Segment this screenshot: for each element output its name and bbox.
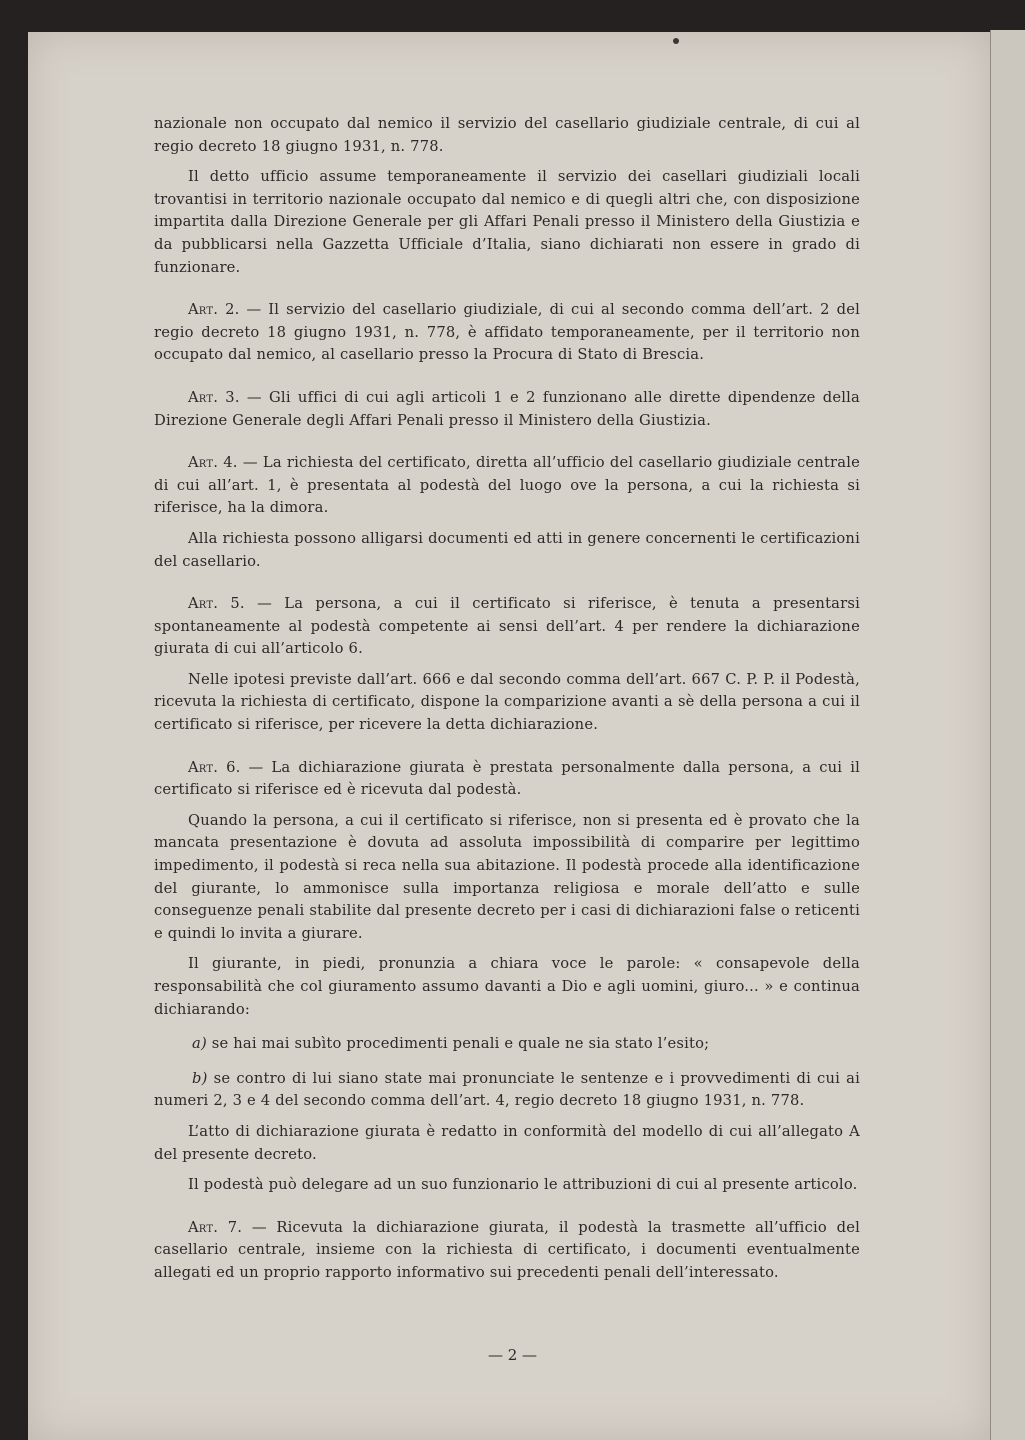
article-2 <box>154 299 860 367</box>
page-number: — 2 — <box>487 1346 538 1364</box>
paragraph: Quando la persona, a cui il certificato si riferisce, non si presenta ed è provato che la mancata presentazione è dovuta ad assoluta impossibilità di comparire per legittimo impedimento, il podestà si reca nella sua abitazione. Il podestà procede alla identificazione del giurante, lo ammonisce sulla importanza religiosa e morale dell’atto e sulle conseguenze penali stabilite dal presente decreto per i casi di dichiarazioni false o reticenti e quindi lo invita a giurare. <box>154 811 860 942</box>
article-text: — La dichiarazione giurata è prestata personalmente dalla persona, a cui il certificato si riferisce ed è ricevuta dal podestà. <box>154 758 860 799</box>
article-5 <box>154 593 860 661</box>
decree-text <box>154 113 860 1285</box>
list-item-b <box>154 1068 860 1113</box>
article-text: — Ricevuta la dichiarazione giurata, il podestà la trasmette all’ufficio del casellario centrale, insieme con la richiesta di certificato, i documenti eventualmente allegati ed un proprio rapporto informativo sui precedenti penali dell’interessato. <box>154 1218 860 1281</box>
article-text: — Gli uffici di cui agli articoli 1 e 2 funzionano alle dirette dipendenze della Direzione Generale degli Affari Penali presso il Ministero della Giustizia. <box>154 388 860 429</box>
paragraph: L’atto di dichiarazione giurata è redatto in conformità del modello di cui all’allegato A del presente decreto. <box>154 1122 860 1163</box>
paragraph: nazionale non occupato dal nemico il servizio del casellario giudiziale centrale, di cui al regio decreto 18 giugno 1931, n. 778. <box>154 115 860 155</box>
article-7 <box>154 1217 860 1285</box>
list-item-a <box>154 1033 860 1056</box>
article-label: Art. 4. <box>188 454 238 472</box>
list-text: se hai mai subìto procedimenti penali e quale ne sia stato l’esito; <box>206 1035 710 1053</box>
paragraph: Il podestà può delegare ad un suo funzionario le attribuzioni di cui al presente articolo. <box>188 1176 858 1194</box>
article-3 <box>154 387 860 432</box>
paragraph: Alla richiesta possono alligarsi documenti ed atti in genere concernenti le certificazioni del casellario. <box>154 529 860 570</box>
article-label: Art. 3. <box>188 388 240 406</box>
article-6 <box>154 757 860 802</box>
article-text: — La persona, a cui il certificato si riferisce, è tenuta a presentarsi spontaneamente al podestà competente ai sensi dell’art. 4 per rendere la dichiarazione giurata di cui all’articolo 6. <box>154 595 860 658</box>
article-label: Art. 6. <box>188 758 241 776</box>
article-4 <box>154 452 860 520</box>
list-marker: b) <box>192 1069 208 1087</box>
article-label: Art. 2. <box>188 301 240 319</box>
article-text: — Il servizio del casellario giudiziale, di cui al secondo comma dell’art. 2 del regio decreto 18 giugno 1931, n. 778, è affidato temporaneamente, per il territorio non occupato dal nemico, al casellario presso la Procura di Stato di Brescia. <box>154 301 860 364</box>
list-text: se contro di lui siano state mai pronunciate le sentenze e i provvedimenti di cui ai numeri 2, 3 e 4 del secondo comma dell’art. 4, regio decreto 18 giugno 1931, n. 778. <box>154 1069 860 1110</box>
paragraph: Il giurante, in piedi, pronunzia a chiara voce le parole: « consapevole della responsabilità che col giuramento assumo davanti a Dio e agli uomini, giuro... » e continua dichiarando: <box>154 955 860 1018</box>
article-text: — La richiesta del certificato, diretta all’ufficio del casellario giudiziale centrale di cui all’art. 1, è presentata al podestà del luogo ove la persona, a cui la richiesta si riferisce, ha la dimora. <box>154 454 860 517</box>
adjacent-page-edge <box>990 30 1025 1440</box>
paragraph: Il detto ufficio assume temporaneamente il servizio dei casellari giudiziali locali trovantisi in territorio nazionale occupato dal nemico e di quegli altri che, con disposizione impartita dalla Direzione Generale per gli Affari Penali presso il Ministero della Giustizia e da pubblicarsi nella Gazzetta Ufficiale d’Italia, siano dichiarati non essere in grado di funzionare. <box>154 168 860 276</box>
paragraph: Nelle ipotesi previste dall’art. 666 e dal secondo comma dell’art. 667 C. P. P. il Podestà, ricevuta la richiesta di certificato, dispone la comparizione avanti a sè della persona a cui il certificato si riferisce, per ricevere la detta dichiarazione. <box>154 670 860 734</box>
article-label: Art. 7. <box>188 1218 243 1236</box>
article-label: Art. 5. <box>188 595 245 613</box>
ink-spot <box>673 38 679 44</box>
list-marker: a) <box>192 1035 207 1053</box>
